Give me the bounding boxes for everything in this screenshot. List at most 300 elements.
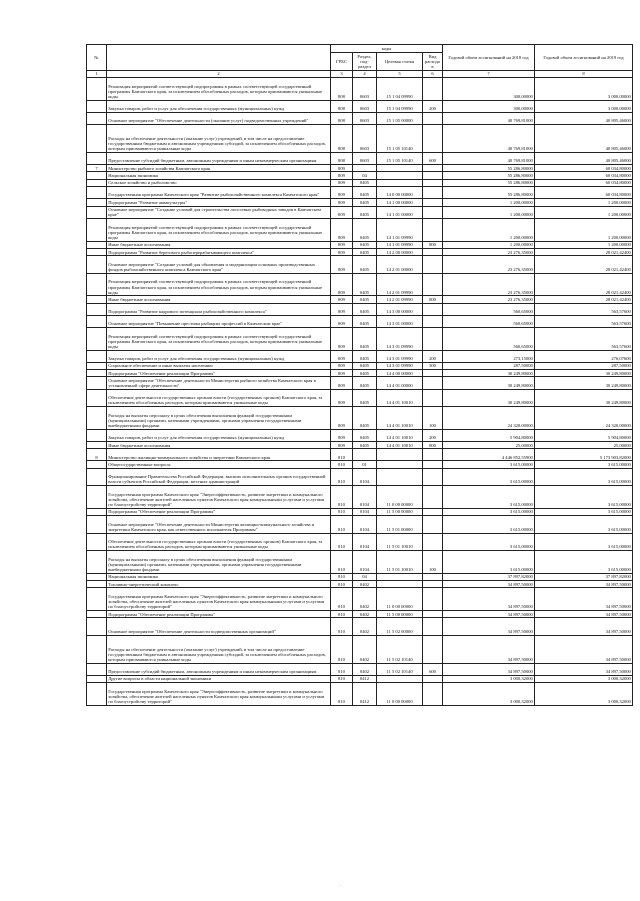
- table-row: [87, 296, 633, 303]
- row-razdel-code: 0405: [353, 407, 377, 430]
- table-row: [87, 112, 633, 124]
- row-expense-type: [423, 580, 443, 587]
- row-razdel-code: 0104: [353, 516, 377, 533]
- row-amount-2018: 4 446 852,55900: [443, 449, 535, 461]
- row-grbs-code: 810: [331, 635, 353, 663]
- row-expense-type: [423, 199, 443, 206]
- row-expense-type: [423, 516, 443, 533]
- table-row: [87, 206, 633, 218]
- row-razdel-code: 0603: [353, 153, 377, 165]
- row-target-article: [377, 461, 423, 468]
- row-amount-2018: 34 897,50000: [443, 635, 535, 663]
- row-amount-2019: 40 805,46000: [535, 153, 633, 165]
- row-grbs-code: 810: [331, 533, 353, 550]
- row-expense-type: [423, 248, 443, 255]
- row-amount-2019: 3 000,32000: [535, 675, 633, 682]
- table-row: [87, 248, 633, 255]
- row-amount-2019: 5 904,80000: [535, 429, 633, 441]
- row-grbs-code: 809: [331, 303, 353, 315]
- row-amount-2019: 28 021,42400: [535, 256, 633, 273]
- row-expense-type: [423, 370, 443, 377]
- header-index: 7: [443, 70, 535, 77]
- row-razdel-code: 0405: [353, 429, 377, 441]
- table-row: [87, 241, 633, 248]
- row-amount-2018: 55 286,80000: [443, 172, 535, 179]
- row-razdel-code: 0104: [353, 486, 377, 509]
- row-number: [87, 486, 107, 509]
- table-row: [87, 218, 633, 241]
- row-name: Подпрограмма "Обеспечение реализации Программы": [107, 610, 331, 617]
- row-amount-2019: 25,00000: [535, 441, 633, 448]
- row-number: [87, 273, 107, 296]
- row-amount-2019: 1 200,00000: [535, 218, 633, 241]
- row-razdel-code: 0405: [353, 315, 377, 327]
- header-year-2019: Годовой объем ассигнований на 2019 год: [535, 45, 633, 71]
- row-grbs-code: 808: [331, 153, 353, 165]
- row-amount-2019: 3 615,00000: [535, 550, 633, 573]
- row-amount-2018: 3 615,00000: [443, 508, 535, 515]
- row-expense-type: [423, 675, 443, 682]
- row-razdel-code: 0402: [353, 580, 377, 587]
- row-name: Обеспечение деятельности государственных органов власти (государственных органов) Камчатского края, за исключением обособленных расходов, которым присваиваются уникальные коды: [107, 533, 331, 550]
- table-row: [87, 327, 633, 350]
- table-row: [87, 618, 633, 635]
- row-expense-type: 800: [423, 441, 443, 448]
- row-amount-2019: 3 615,00000: [535, 516, 633, 533]
- row-name: Расходы на обеспечение деятельности (оказание услуг) учреждений, в том числе на предоставление государственным бюджетным и автономным учреждениям субсидий, за исключением обособленных расходов, которым присваиваются уникальные коды: [107, 125, 331, 153]
- row-grbs-code: 810: [331, 675, 353, 682]
- row-target-article: 14 3 00 00000: [377, 303, 423, 315]
- row-amount-2019: 34 897,50000: [535, 635, 633, 663]
- row-target-article: 14 3 01 09990: [377, 350, 423, 362]
- row-amount-2018: 23 276,35000: [443, 296, 535, 303]
- row-amount-2018: 300,00000: [443, 78, 535, 101]
- row-number: [87, 303, 107, 315]
- header-year-2018: Годовой объем ассигнований на 2018 год: [443, 45, 535, 71]
- row-amount-2018: 25,00000: [443, 441, 535, 448]
- table-row: [87, 199, 633, 206]
- row-amount-2018: 1 200,00000: [443, 241, 535, 248]
- row-amount-2019: 28 021,42400: [535, 248, 633, 255]
- row-number: [87, 407, 107, 430]
- row-expense-type: [423, 315, 443, 327]
- row-name: Государственная программа Камчатского края "Энергоэффективность, развитие энергетики и коммунального хозяйства, обеспечение жителей населенных пунктов Камчатского края коммунальными услугами и услугами по благоустройству территорий": [107, 486, 331, 509]
- row-target-article: 14 4 01 10010: [377, 429, 423, 441]
- row-name: Другие вопросы в области национальной экономики: [107, 675, 331, 682]
- header-target-article: Целевая статья: [377, 53, 423, 71]
- row-number: 7: [87, 165, 107, 172]
- row-razdel-code: 0405: [353, 370, 377, 377]
- row-name: Основное мероприятие "Обеспечение деятельности (оказание услуг) подведомственных учреждений": [107, 112, 331, 124]
- row-amount-2019: 28 021,42400: [535, 296, 633, 303]
- row-amount-2019: 563,57600: [535, 315, 633, 327]
- row-target-article: [377, 580, 423, 587]
- row-amount-2019: 34 897,50000: [535, 610, 633, 617]
- row-number: [87, 533, 107, 550]
- row-target-article: 11 0 00 00000: [377, 588, 423, 611]
- table-body: [87, 78, 633, 706]
- row-razdel-code: 0405: [353, 327, 377, 350]
- header-expense-type: Вид расходов: [423, 53, 443, 71]
- row-grbs-code: 810: [331, 461, 353, 468]
- row-target-article: 14 0 00 00000: [377, 187, 423, 199]
- table-row: [87, 508, 633, 515]
- row-razdel-code: 0405: [353, 206, 377, 218]
- row-target-article: 14 4 01 00000: [377, 377, 423, 389]
- row-number: [87, 125, 107, 153]
- table-row: [87, 635, 633, 663]
- row-amount-2018: 40 769,81000: [443, 125, 535, 153]
- table-row: [87, 663, 633, 675]
- row-number: [87, 461, 107, 468]
- row-grbs-code: 810: [331, 516, 353, 533]
- row-number: 8: [87, 449, 107, 461]
- row-target-article: 14 4 01 10010: [377, 407, 423, 430]
- row-number: [87, 296, 107, 303]
- table-row: [87, 580, 633, 587]
- row-target-article: 11 5 00 00000: [377, 610, 423, 617]
- row-amount-2018: 34 897,50000: [443, 580, 535, 587]
- row-amount-2018: 1 200,00000: [443, 206, 535, 218]
- row-amount-2018: 3 615,00000: [443, 533, 535, 550]
- table-row: [87, 407, 633, 430]
- row-amount-2018: 23 276,35000: [443, 256, 535, 273]
- row-name: Национальная экономика: [107, 573, 331, 580]
- row-number: [87, 362, 107, 369]
- row-expense-type: [423, 78, 443, 101]
- row-name: Основное мероприятие "Обеспечение деятельности Министерства рыбного хозяйства Камчатского края в установленной сфере деятельности": [107, 377, 331, 389]
- header-codes: коды: [331, 45, 443, 53]
- row-razdel-code: 0405: [353, 241, 377, 248]
- row-name: Подпрограмма "Развитие кадрового потенциала рыбохозяйственного комплекса": [107, 303, 331, 315]
- row-number: [87, 172, 107, 179]
- row-name: Расходы на выплаты персоналу в целях обеспечения выполнения функций государственными (муниципальными) органами, казенными учреждениями, органами управления государственными внебюджетными фондами: [107, 407, 331, 430]
- row-number: [87, 683, 107, 706]
- row-name: Подпрограмма "Обеспечение реализации Программы": [107, 370, 331, 377]
- row-expense-type: [423, 125, 443, 153]
- row-name: Государственная программа Камчатского края "Энергоэффективность, развитие энергетики и коммунального хозяйства, обеспечение жителей населенных пунктов Камчатского края коммунальными услугами и услугами по благоустройству территорий": [107, 683, 331, 706]
- row-amount-2019: 3 615,00000: [535, 508, 633, 515]
- row-amount-2018: 3 615,00000: [443, 461, 535, 468]
- table-row: [87, 256, 633, 273]
- row-amount-2018: 34 897,50000: [443, 663, 535, 675]
- row-amount-2019: 60 034,80000: [535, 187, 633, 199]
- row-name: Министерство жилищно-коммунального хозяйства и энергетики Камчатского края: [107, 449, 331, 461]
- row-amount-2019: 3 615,00000: [535, 468, 633, 485]
- row-razdel-code: 0104: [353, 468, 377, 485]
- table-row: [87, 441, 633, 448]
- row-amount-2019: 30 249,80000: [535, 377, 633, 389]
- table-row: [87, 588, 633, 611]
- row-razdel-code: 0104: [353, 533, 377, 550]
- row-target-article: 15 1 04 09990: [377, 78, 423, 101]
- row-razdel-code: 0603: [353, 78, 377, 101]
- header-index: 4: [353, 70, 377, 77]
- row-amount-2018: 3 615,00000: [443, 516, 535, 533]
- table-row: [87, 533, 633, 550]
- row-number: [87, 370, 107, 377]
- row-grbs-code: 809: [331, 256, 353, 273]
- row-grbs-code: 809: [331, 315, 353, 327]
- header-number: №: [87, 45, 107, 71]
- row-amount-2018: 55 286,80000: [443, 179, 535, 186]
- row-amount-2018: 40 769,81000: [443, 153, 535, 165]
- row-name: Реализация мероприятий соответствующей подпрограммы в рамках соответствующей государственной программы Камчатского края, за исключением обособленных расходов, которым присваиваются уникальные коды: [107, 78, 331, 101]
- row-number: [87, 377, 107, 389]
- row-amount-2018: 3 615,00000: [443, 486, 535, 509]
- row-number: [87, 199, 107, 206]
- table-row: [87, 486, 633, 509]
- row-number: [87, 429, 107, 441]
- row-number: [87, 580, 107, 587]
- row-grbs-code: 808: [331, 112, 353, 124]
- row-grbs-code: 810: [331, 508, 353, 515]
- row-amount-2019: 60 034,80000: [535, 172, 633, 179]
- row-razdel-code: 0405: [353, 179, 377, 186]
- row-amount-2019: 40 805,46000: [535, 125, 633, 153]
- row-amount-2018: 1 200,00000: [443, 199, 535, 206]
- row-name: Национальная экономика: [107, 172, 331, 179]
- row-name: Расходы на обеспечение деятельности (оказание услуг) учреждений, в том числе на предоставление государственным бюджетным и автономным учреждениям субсидий, за исключением обособленных расходов, которым присваиваются уникальные коды: [107, 635, 331, 663]
- table-row: [87, 315, 633, 327]
- table-row: [87, 610, 633, 617]
- row-target-article: 15 1 04 09990: [377, 100, 423, 112]
- row-number: [87, 550, 107, 573]
- row-razdel-code: [353, 449, 377, 461]
- row-target-article: 14 2 01 09990: [377, 296, 423, 303]
- row-number: [87, 187, 107, 199]
- row-razdel-code: 0405: [353, 441, 377, 448]
- row-number: [87, 206, 107, 218]
- row-amount-2019: 28 021,42400: [535, 273, 633, 296]
- row-grbs-code: 809: [331, 362, 353, 369]
- row-amount-2019: 60 034,80000: [535, 179, 633, 186]
- row-number: [87, 315, 107, 327]
- header-index: 6: [423, 70, 443, 77]
- row-name: Государственная программа Камчатского края "Энергоэффективность, развитие энергетики и коммунального хозяйства, обеспечение жителей населенных пунктов Камчатского края коммунальными услугами и услугами по благоустройству территорий": [107, 588, 331, 611]
- row-amount-2019: 563,57600: [535, 303, 633, 315]
- row-expense-type: 200: [423, 350, 443, 362]
- row-expense-type: [423, 165, 443, 172]
- row-amount-2018: 34 897,50000: [443, 610, 535, 617]
- row-amount-2018: 5 904,80000: [443, 429, 535, 441]
- row-expense-type: [423, 683, 443, 706]
- row-grbs-code: 809: [331, 165, 353, 172]
- row-amount-2018: 30 249,80000: [443, 377, 535, 389]
- row-name: Топливно-энергетический комплекс: [107, 580, 331, 587]
- row-razdel-code: 0603: [353, 100, 377, 112]
- row-name: Иные бюджетные ассигнования: [107, 296, 331, 303]
- row-number: [87, 663, 107, 675]
- row-expense-type: [423, 573, 443, 580]
- row-target-article: 14 1 01 09990: [377, 241, 423, 248]
- row-razdel-code: 04: [353, 573, 377, 580]
- row-target-article: 14 2 01 00000: [377, 256, 423, 273]
- row-name: Функционирование Правительства Российской Федерации, высших исполнительных органов государственной власти субъектов Российской Федерации, местных администраций: [107, 468, 331, 485]
- row-grbs-code: 809: [331, 389, 353, 406]
- row-razdel-code: 04: [353, 172, 377, 179]
- row-grbs-code: 809: [331, 429, 353, 441]
- row-expense-type: [423, 218, 443, 241]
- row-grbs-code: 809: [331, 241, 353, 248]
- row-amount-2018: 560,65000: [443, 315, 535, 327]
- budget-allocation-table: [86, 44, 633, 706]
- row-razdel-code: 0412: [353, 683, 377, 706]
- row-expense-type: [423, 486, 443, 509]
- row-name: Основное мероприятие "Создание условий для обновления и модернизации основных производственных фондов рыбохозяйственного комплекса Камчатского края": [107, 256, 331, 273]
- row-razdel-code: 0405: [353, 377, 377, 389]
- row-target-article: 14 1 01 09990: [377, 218, 423, 241]
- row-target-article: 15 1 05 10140: [377, 153, 423, 165]
- row-expense-type: [423, 508, 443, 515]
- row-amount-2019: 30 249,80000: [535, 370, 633, 377]
- row-expense-type: 800: [423, 296, 443, 303]
- row-name: Предоставление субсидий бюджетным, автономным учреждениям и иным некоммерческим организациям: [107, 153, 331, 165]
- row-amount-2019: 24 320,00000: [535, 407, 633, 430]
- row-amount-2018: 560,65000: [443, 303, 535, 315]
- row-grbs-code: 810: [331, 588, 353, 611]
- row-expense-type: 200: [423, 429, 443, 441]
- row-amount-2018: 34 897,50000: [443, 588, 535, 611]
- row-number: [87, 350, 107, 362]
- row-grbs-code: 809: [331, 377, 353, 389]
- row-amount-2019: 34 897,50000: [535, 618, 633, 635]
- row-amount-2018: 37 897,82000: [443, 573, 535, 580]
- row-amount-2018: 23 276,35000: [443, 248, 535, 255]
- row-name: Иные бюджетные ассигнования: [107, 241, 331, 248]
- row-target-article: [377, 573, 423, 580]
- row-amount-2019: 3 000,00000: [535, 100, 633, 112]
- row-grbs-code: 809: [331, 172, 353, 179]
- row-amount-2018: 55 286,80000: [443, 187, 535, 199]
- header-name: [107, 45, 331, 71]
- row-name: Реализация мероприятий соответствующей подпрограммы в рамках соответствующей государственной программы Камчатского края, за исключением обособленных расходов, которым присваиваются уникальные коды: [107, 218, 331, 241]
- row-grbs-code: 808: [331, 100, 353, 112]
- table-row: [87, 303, 633, 315]
- row-amount-2019: 40 805,46000: [535, 112, 633, 124]
- row-number: [87, 112, 107, 124]
- row-amount-2019: 5 173 903,82000: [535, 449, 633, 461]
- row-amount-2018: 560,65000: [443, 327, 535, 350]
- table-row: [87, 362, 633, 369]
- row-grbs-code: 808: [331, 125, 353, 153]
- row-name: Реализация мероприятий соответствующей подпрограммы в рамках соответствующей государственной программы Камчатского края, за исключением обособленных расходов, которым присваиваются уникальные коды: [107, 327, 331, 350]
- row-razdel-code: 0405: [353, 362, 377, 369]
- table-row: [87, 125, 633, 153]
- row-name: Расходы на выплаты персоналу в целях обеспечения выполнения функций государственными (муниципальными) органами, казенными учреждениями, органами управления государственными внебюджетными фондами: [107, 550, 331, 573]
- row-number: [87, 635, 107, 663]
- row-target-article: 14 4 00 00000: [377, 370, 423, 377]
- row-number: [87, 241, 107, 248]
- row-expense-type: [423, 618, 443, 635]
- row-target-article: 14 3 01 00000: [377, 315, 423, 327]
- row-grbs-code: 809: [331, 441, 353, 448]
- row-amount-2018: 287,50000: [443, 362, 535, 369]
- row-razdel-code: 0402: [353, 635, 377, 663]
- table-row: [87, 675, 633, 682]
- row-target-article: 11 0 00 00000: [377, 486, 423, 509]
- row-amount-2018: 300,00000: [443, 100, 535, 112]
- row-target-article: [377, 449, 423, 461]
- row-number: [87, 256, 107, 273]
- table-row: [87, 389, 633, 406]
- row-target-article: 15 1 05 10140: [377, 125, 423, 153]
- header-grbs: ГРБС: [331, 53, 353, 71]
- row-expense-type: 100: [423, 407, 443, 430]
- row-target-article: 15 1 05 00000: [377, 112, 423, 124]
- row-number: [87, 675, 107, 682]
- row-name: Подпрограмма "Развитие аквакультуры": [107, 199, 331, 206]
- row-amount-2019: 1 200,00000: [535, 241, 633, 248]
- row-razdel-code: 0603: [353, 125, 377, 153]
- row-amount-2018: 30 249,80000: [443, 370, 535, 377]
- row-name: Основное мероприятие "Создание условий для строительства лососевых рыбоводных заводов в Камчатском крае": [107, 206, 331, 218]
- row-amount-2019: 3 615,00000: [535, 486, 633, 509]
- row-name: Реализация мероприятий соответствующей подпрограммы в рамках соответствующей государственной программы Камчатского края, за исключением обособленных расходов, которым присваиваются уникальные коды: [107, 273, 331, 296]
- row-number: [87, 508, 107, 515]
- table-row: [87, 468, 633, 485]
- table-row: [87, 78, 633, 101]
- row-grbs-code: 809: [331, 179, 353, 186]
- row-expense-type: [423, 449, 443, 461]
- row-number: [87, 389, 107, 406]
- row-target-article: 14 3 01 09990: [377, 362, 423, 369]
- row-razdel-code: 0405: [353, 218, 377, 241]
- row-expense-type: [423, 206, 443, 218]
- table-row: [87, 516, 633, 533]
- table-row: [87, 429, 633, 441]
- row-grbs-code: 809: [331, 199, 353, 206]
- row-amount-2019: 3 000,32000: [535, 683, 633, 706]
- header-index: 3: [331, 70, 353, 77]
- row-grbs-code: 809: [331, 327, 353, 350]
- row-number: [87, 516, 107, 533]
- row-expense-type: [423, 533, 443, 550]
- table-row: [87, 449, 633, 461]
- row-razdel-code: 0405: [353, 273, 377, 296]
- row-grbs-code: 810: [331, 610, 353, 617]
- row-razdel-code: 0402: [353, 610, 377, 617]
- row-razdel-code: 0412: [353, 675, 377, 682]
- row-target-article: 11 5 02 10140: [377, 635, 423, 663]
- row-razdel-code: 0405: [353, 187, 377, 199]
- row-amount-2019: 563,57600: [535, 327, 633, 350]
- row-amount-2019: 1 200,00000: [535, 199, 633, 206]
- row-target-article: 11 5 02 10140: [377, 663, 423, 675]
- table-row: [87, 165, 633, 172]
- row-amount-2019: 34 897,50000: [535, 588, 633, 611]
- row-amount-2018: 3 000,32000: [443, 683, 535, 706]
- row-number: [87, 218, 107, 241]
- row-expense-type: [423, 187, 443, 199]
- row-amount-2018: 34 897,50000: [443, 618, 535, 635]
- row-amount-2019: 30 249,80000: [535, 389, 633, 406]
- header-razdel: Раздел, под-раздел: [353, 53, 377, 71]
- row-number: [87, 179, 107, 186]
- row-expense-type: [423, 327, 443, 350]
- row-target-article: 11 5 01 10010: [377, 550, 423, 573]
- row-number: [87, 327, 107, 350]
- row-razdel-code: 0405: [353, 256, 377, 273]
- row-name: Министерство рыбного хозяйства Камчатского края: [107, 165, 331, 172]
- table-row: [87, 461, 633, 468]
- header-index: 1: [87, 70, 107, 77]
- row-expense-type: [423, 112, 443, 124]
- row-amount-2018: 273,15000: [443, 350, 535, 362]
- row-name: Предоставление субсидий бюджетным, автономным учреждениям и иным некоммерческим организациям: [107, 663, 331, 675]
- row-amount-2019: 1 200,00000: [535, 206, 633, 218]
- table-row: [87, 550, 633, 573]
